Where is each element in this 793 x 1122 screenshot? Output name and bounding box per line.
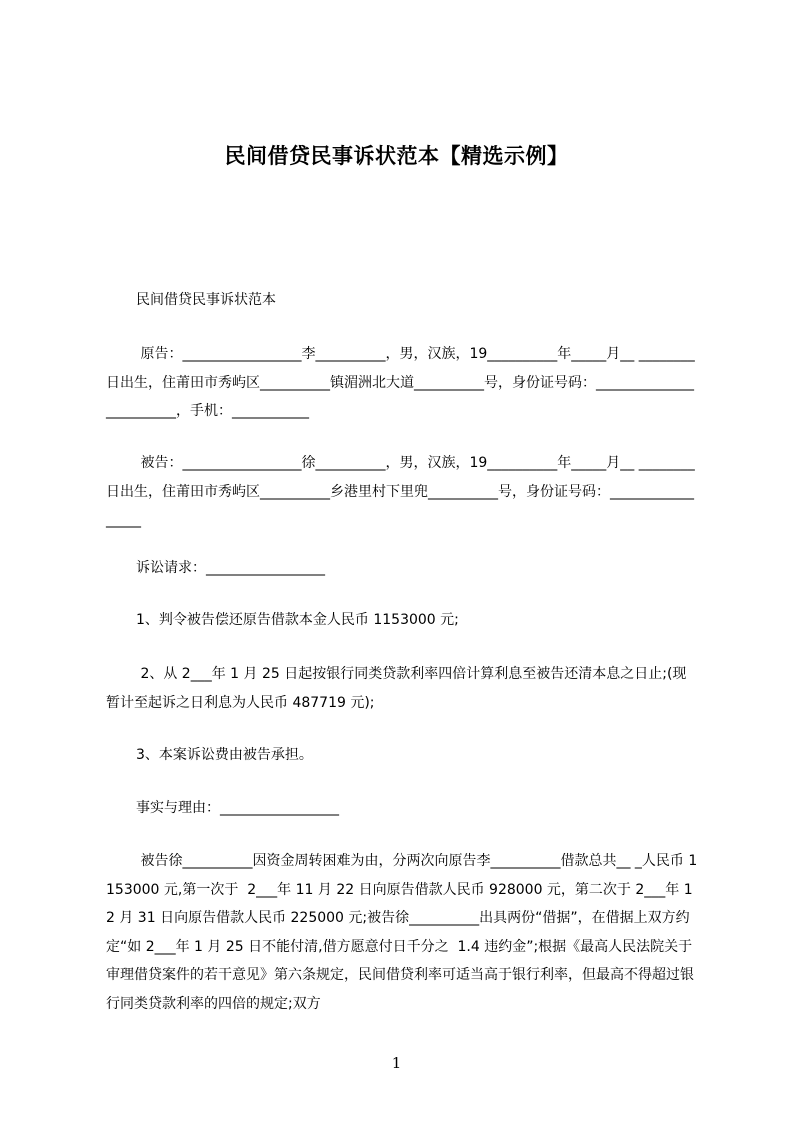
claims-heading: 诉讼请求：_________________ [136,560,325,576]
subtitle-paragraph: 民间借贷民事诉状范本 [136,292,276,308]
defendant-paragraph: 被告：_________________徐__________，男，汉族，19__________年_____月__ ________日出生，住莆田市秀屿区__________乡港里村下里兜__________号，身份证号码：_________________ [106,455,695,528]
facts-body-paragraph: 被告徐__________因资金周转困难为由，分两次向原告李__________借款总共__ _人民币 1153000 元,第一次于 2___年 11 月 22 日向原告借款人民币 928000 元，第二次于 2___年 12 月 31 日向原告借款人民币 225000 元;被告徐__________出具两份“借据”，在借据上双方约定“如 2___年 1 月 25 日不能付清,借方愿意付日千分之 1.4 违约金”;根据《最高人民法院关于审理借贷案件的若干意见》第六条规定，民间借贷利率可适当高于银行利率，但最高不得超过银行同类贷款利率的四倍的规定;双方 [106,853,698,1012]
page-number: 1 [391,1054,402,1072]
facts-heading: 事实与理由：_________________ [136,800,339,816]
claim-3-paragraph: 3、本案诉讼费由被告承担。 [136,747,313,763]
plaintiff-paragraph: 原告：_________________李__________，男，汉族，19__________年_____月__ ________日出生，住莆田市秀屿区__________镇湄洲北大道__________号，身份证号码：________________________，手机：___________ [106,346,695,419]
document-title: 民间借贷民事诉状范本【精选示例】 [224,144,569,168]
claim-2-paragraph: 2、从 2___年 1 月 25 日起按银行同类贷款利率四倍计算利息至被告还清本息之日止;(现暂计至起诉之日利息为人民币 487719 元); [106,666,687,711]
claim-1-paragraph: 1、判令被告偿还原告借款本金人民币 1153000 元; [136,612,459,628]
